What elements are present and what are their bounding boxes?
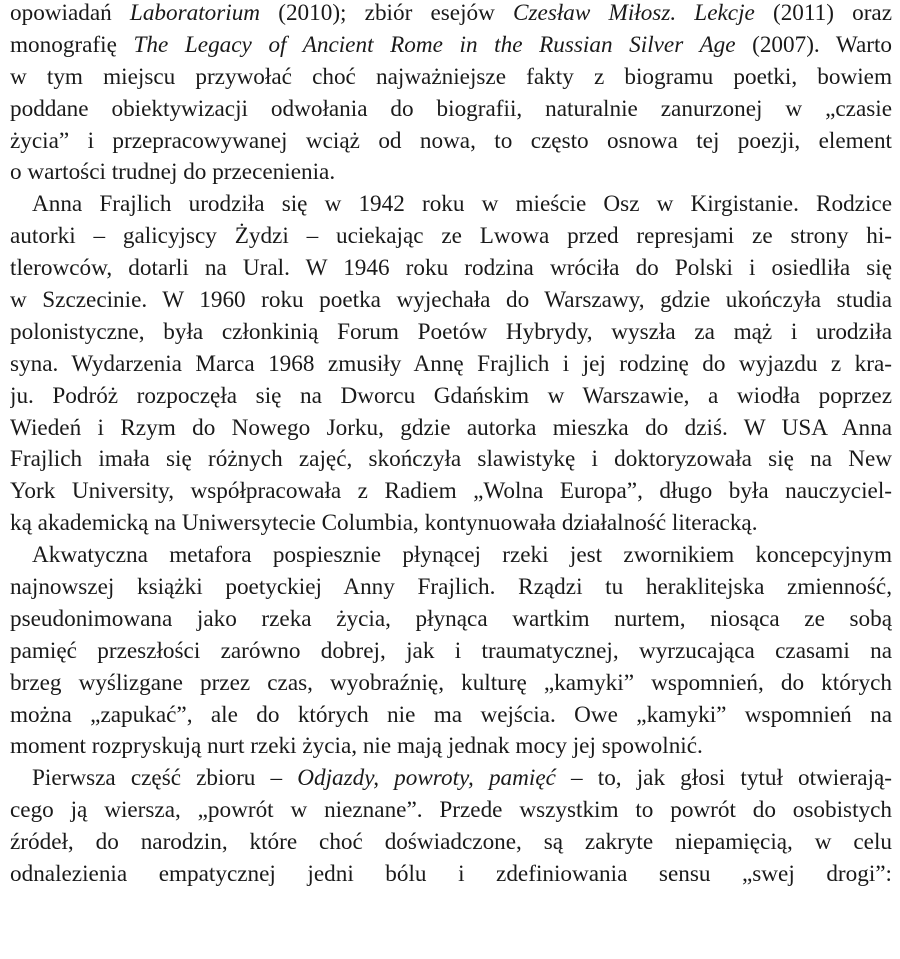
- text-line: [10, 731, 892, 763]
- text-run: cego ją wiersza, „powrót w nieznane”. Przede wszystkim to powrót do osobistych: [10, 797, 892, 824]
- italic-title: Laboratorium: [129, 0, 261, 26]
- text-line: [10, 827, 892, 859]
- text-run: źródeł, do narodzin, które choć doświadczone, są zakryte niepamięcią, w celu: [10, 829, 892, 856]
- text-run: o wartości trudnej do przecenienia.: [10, 159, 336, 186]
- text-line: [10, 413, 892, 445]
- text-line: [10, 253, 892, 285]
- text-run: moment rozpryskują nurt rzeki życia, nie mają jednak mocy jej spowolnić.: [10, 733, 703, 760]
- text-run: Pierwsza część zbioru –: [32, 765, 298, 792]
- text-run: (2007). Warto: [735, 31, 892, 58]
- paragraph-1: [10, 0, 892, 189]
- italic-title: The Legacy of Ancient Rome in the Russian Silver Age: [133, 31, 736, 58]
- text-run: Frajlich imała się różnych zajęć, skończyła slawistykę i doktoryzowała się na New: [10, 446, 892, 473]
- text-run: autorki – galicyjscy Żydzi – uciekając ze Lwowa przed represjami ze strony hi-: [10, 223, 892, 250]
- text-line: [10, 381, 892, 413]
- text-line: [10, 30, 892, 62]
- text-line: [10, 62, 892, 94]
- text-line: [10, 444, 892, 476]
- text-run: opowiadań: [10, 0, 130, 26]
- text-line: [10, 668, 892, 700]
- text-run: pseudonimowana jako rzeka życia, płynąca wartkim nurtem, niosąca ze sobą: [10, 605, 892, 632]
- text-run: można „zapukać”, ale do których nie ma wejścia. Owe „kamyki” wspomnień na: [10, 701, 892, 728]
- italic-title: Odjazdy, powroty, pamięć: [297, 765, 556, 792]
- text-run: w tym miejscu przywołać choć najważniejsze fakty z biogramu poetki, bowiem: [10, 63, 892, 90]
- text-line: [10, 476, 892, 508]
- text-line: [10, 94, 892, 126]
- text-run: ką akademicką na Uniwersytecie Columbia, kontynuowała działalność literacką.: [10, 510, 758, 537]
- paragraph-4: [10, 763, 892, 891]
- text-run: ju. Podróż rozpoczęła się na Dworcu Gdańskim w Warszawie, a wiodła poprzez: [10, 382, 892, 409]
- text-run: polonistyczne, była członkinią Forum Poetów Hybrydy, wyszła za mąż i urodziła: [10, 318, 892, 345]
- text-line: [10, 508, 892, 540]
- text-line: [10, 604, 892, 636]
- text-run: – to, jak głosi tytuł otwierają-: [555, 765, 892, 792]
- text-run: odnalezienia empatycznej jedni bólu i zdefiniowania sensu „swej drogi”:: [10, 861, 892, 888]
- text-line: [10, 636, 892, 668]
- text-run: York University, współpracowała z Radiem „Wolna Europa”, długo była nauczyciel-: [10, 478, 892, 505]
- text-line: [10, 763, 892, 795]
- text-line: [10, 795, 892, 827]
- text-run: Akwatyczna metafora pospiesznie płynącej rzeki jest zwornikiem koncepcyjnym: [32, 542, 892, 569]
- text-run: życia” i przepracowywanej wciąż od nowa, to często osnowa tej poezji, element: [10, 127, 892, 154]
- text-run: brzeg wyślizgane przez czas, wyobraźnię, kulturę „kamyki” wspomnień, do których: [10, 669, 892, 696]
- text-line: [10, 126, 892, 158]
- text-run: (2010); zbiór esejów: [260, 0, 514, 26]
- text-run: monografię: [10, 31, 134, 58]
- text-line: [10, 700, 892, 732]
- text-run: Wiedeń i Rzym do Nowego Jorku, gdzie autorka mieszka do dziś. W USA Anna: [10, 414, 892, 441]
- text-run: tlerowców, dotarli na Ural. W 1946 roku rodzina wróciła do Polski i osiedliła się: [10, 255, 892, 282]
- text-run: poddane obiektywizacji odwołania do biografii, naturalnie zanurzonej w „czasie: [10, 95, 892, 122]
- text-line: [10, 157, 892, 189]
- text-line: [10, 572, 892, 604]
- text-run: pamięć przeszłości zarówno dobrej, jak i traumatycznej, wyrzucająca czasami na: [10, 637, 892, 664]
- text-line: [10, 189, 892, 221]
- text-line: [10, 317, 892, 349]
- text-run: Anna Frajlich urodziła się w 1942 roku w mieście Osz w Kirgistanie. Rodzice: [32, 191, 892, 218]
- text-line: [10, 221, 892, 253]
- text-line: [10, 859, 892, 891]
- text-run: syna. Wydarzenia Marca 1968 zmusiły Annę Frajlich i jej rodzinę do wyjazdu z kra-: [10, 350, 892, 377]
- text-line: [10, 0, 892, 30]
- text-run: w Szczecinie. W 1960 roku poetka wyjechała do Warszawy, gdzie ukończyła studia: [10, 287, 892, 314]
- paragraph-3: [10, 540, 892, 763]
- text-line: [10, 540, 892, 572]
- italic-title: Czesław Miłosz. Lekcje: [513, 0, 755, 26]
- text-line: [10, 349, 892, 381]
- paragraph-2: [10, 189, 892, 540]
- text-line: [10, 285, 892, 317]
- text-run: (2011) oraz: [754, 0, 892, 26]
- text-run: najnowszej książki poetyckiej Anny Frajlich. Rządzi tu heraklitejska zmienność,: [10, 574, 892, 601]
